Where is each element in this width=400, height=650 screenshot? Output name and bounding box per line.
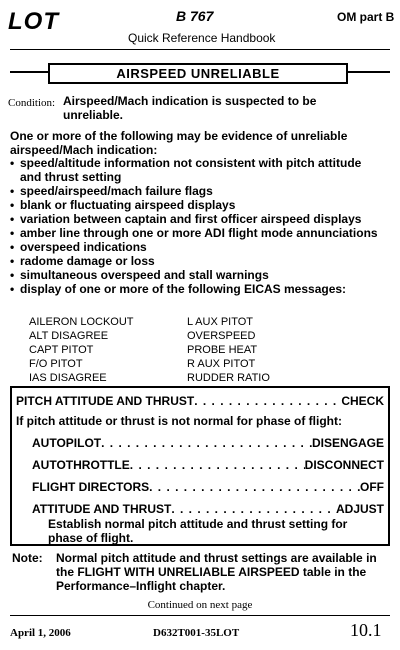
evidence-item-text: blank or fluctuating airspeed displays [20, 198, 236, 212]
bullet-icon: • [10, 212, 15, 226]
procedure-step [32, 436, 384, 450]
manual-part-letter: B [385, 10, 395, 24]
step-item: ATTITUDE AND THRUST [32, 502, 172, 516]
title-rule-right [348, 71, 390, 73]
procedure-step [32, 458, 384, 472]
bullet-icon: • [10, 268, 15, 282]
evidence-item-text: simultaneous overspeed and stall warnings [20, 268, 269, 282]
aircraft-model: B 767 [176, 8, 214, 24]
eicas-message: CAPT PITOT [29, 344, 94, 356]
step-action: DISENGAGE [311, 436, 384, 450]
procedure-step [32, 480, 384, 494]
document-number: D632T001-35LOT [153, 627, 240, 639]
manual-part-prefix: OM part [337, 10, 386, 24]
evidence-list [10, 156, 380, 296]
footer-divider [10, 615, 390, 616]
step-item: PITCH ATTITUDE AND THRUST [16, 394, 195, 408]
step-item: FLIGHT DIRECTORS [32, 480, 150, 494]
condition-text: Airspeed/Mach indication is suspected to be unreliable. [63, 94, 317, 122]
evidence-item [10, 254, 380, 268]
airline-logo: LOT [8, 8, 59, 35]
evidence-item-text: speed/airspeed/mach failure flags [20, 184, 213, 198]
evidence-item-text: display of one or more of the following EICAS messages: [20, 282, 347, 296]
bullet-icon: • [10, 156, 15, 170]
evidence-item-text: overspeed indications [20, 240, 147, 254]
checklist-title: AIRSPEED UNRELIABLE [48, 63, 348, 84]
evidence-item-text: speed/altitude information not consistent with pitch attitude and thrust setting [20, 156, 362, 184]
evidence-item [10, 226, 380, 240]
step-leader [149, 480, 360, 494]
eicas-messages-left [29, 315, 134, 385]
step-leader [101, 436, 312, 450]
title-rule-left [10, 71, 48, 73]
evidence-item [10, 240, 380, 254]
step-action: DISCONNECT [304, 458, 384, 472]
bullet-icon: • [10, 198, 15, 212]
evidence-item [10, 156, 380, 184]
eicas-messages-right [187, 315, 270, 385]
eicas-message: OVERSPEED [187, 330, 256, 342]
evidence-item [10, 212, 380, 226]
eicas-message: PROBE HEAT [187, 344, 258, 356]
step-item: AUTOTHROTTLE [32, 458, 130, 472]
eicas-message: ALT DISAGREE [29, 330, 109, 342]
procedure-step [16, 394, 384, 408]
eicas-message: L AUX PITOT [187, 316, 254, 328]
evidence-item [10, 282, 380, 296]
bullet-icon: • [10, 240, 15, 254]
evidence-item-text: amber line through one or more ADI flight mode annunciations [20, 226, 378, 240]
manual-part [337, 10, 394, 24]
procedure-condition: If pitch attitude or thrust is not normal for phase of flight: [16, 414, 342, 428]
handbook-subtitle: Quick Reference Handbook [128, 31, 276, 45]
evidence-item-text: radome damage or loss [20, 254, 155, 268]
eicas-message: F/O PITOT [29, 358, 83, 370]
step-item: AUTOPILOT [32, 436, 102, 450]
revision-date: April 1, 2006 [10, 627, 71, 639]
note-label: Note: [12, 551, 43, 565]
evidence-item [10, 184, 380, 198]
note-text: Normal pitch attitude and thrust settings are available in the FLIGHT WITH UNRELIABLE AIRSPEED table in the Performance–Inflight chapter. [56, 551, 377, 593]
eicas-message: R AUX PITOT [187, 358, 256, 370]
step-action: ADJUST [335, 502, 384, 516]
step-leader [194, 394, 341, 408]
evidence-item [10, 268, 380, 282]
procedure-step [32, 502, 384, 516]
header-divider [10, 49, 390, 50]
step-action: OFF [360, 480, 384, 494]
step-leader [171, 502, 336, 516]
evidence-item [10, 198, 380, 212]
procedure-sub-note: Establish normal pitch attitude and thrust setting for phase of flight. [48, 517, 348, 545]
step-action: CHECK [341, 394, 384, 408]
eicas-message: RUDDER RATIO [187, 372, 270, 384]
bullet-icon: • [10, 282, 15, 296]
evidence-item-text: variation between captain and first officer airspeed displays [20, 212, 362, 226]
bullet-icon: • [10, 254, 15, 268]
continued-notice: Continued on next page [147, 599, 253, 611]
bullet-icon: • [10, 184, 15, 198]
evidence-intro: One or more of the following may be evidence of unreliable airspeed/Mach indication: [10, 129, 348, 157]
condition-label: Condition: [8, 97, 56, 109]
eicas-message: AILERON LOCKOUT [29, 316, 134, 328]
bullet-icon: • [10, 226, 15, 240]
step-leader [130, 458, 305, 472]
page-number: 10.1 [350, 620, 382, 640]
eicas-message: IAS DISAGREE [29, 372, 107, 384]
